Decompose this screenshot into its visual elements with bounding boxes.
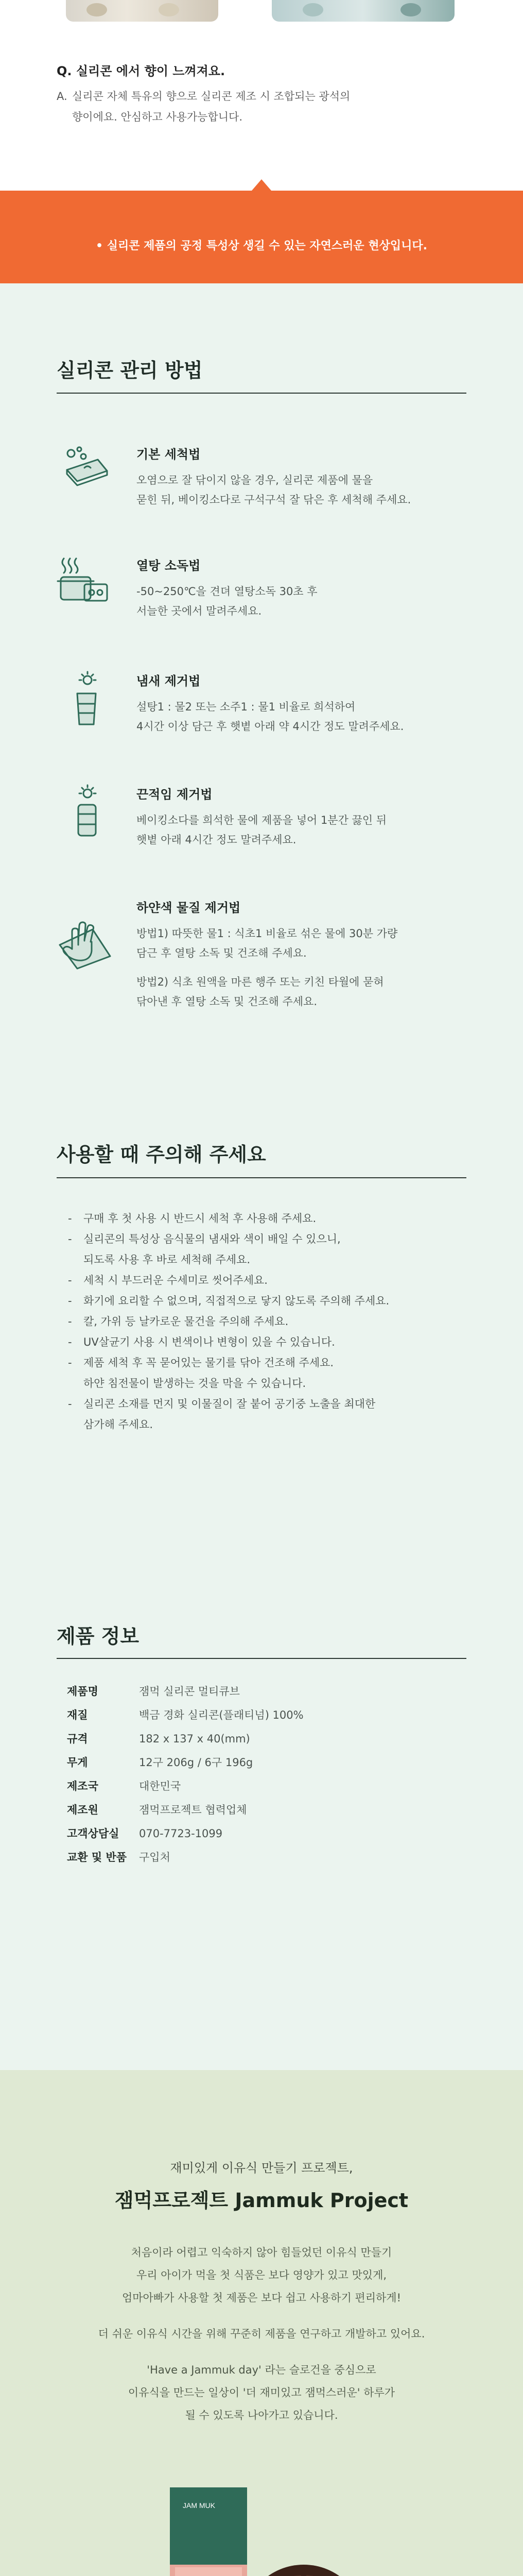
care-line: 묻힌 뒤, 베이킹소다로 구석구석 잘 닦은 후 세척해 주세요. bbox=[136, 494, 411, 506]
info-row: 제품명 잼먹 실리콘 멀티큐브 bbox=[67, 1685, 240, 1698]
section-divider bbox=[57, 1658, 466, 1659]
faq-answer-line: 실리콘 자체 특유의 향으로 실리콘 제조 시 조합되는 광석의 bbox=[72, 90, 351, 103]
brand-title: 잼먹프로젝트 Jammuk Project bbox=[114, 2189, 409, 2212]
banner-pointer bbox=[252, 179, 271, 191]
caution-section-title: 사용할 때 주의해 주세요 bbox=[57, 1143, 266, 1166]
brand-subtitle: 재미있게 이유식 만들기 프로젝트, bbox=[170, 2161, 353, 2175]
product-photo-mint bbox=[272, 0, 455, 22]
care-line: 4시간 이상 담근 후 햇볕 아래 약 4시간 정도 말려주세요. bbox=[136, 720, 404, 733]
section-divider bbox=[57, 1177, 466, 1178]
care-item-text bbox=[136, 810, 476, 850]
brand-description: 처음이라 어렵고 익숙하지 않아 힘들었던 이유식 만들기 우리 아이가 먹을 첫 식품은 보다 영양가 있고 맛있게, 엄마아빠가 사용할 첫 제품은 보다 쉽고 사용하기 편리하게! bbox=[121, 2246, 401, 2304]
faq-answer bbox=[57, 86, 468, 127]
caution-list bbox=[67, 1208, 474, 1435]
care-item-title: 열탕 소독법 bbox=[136, 558, 201, 573]
info-row: 교환 및 반품 구입처 bbox=[67, 1851, 170, 1863]
notice-text: • 실리콘 제품의 공정 특성상 생길 수 있는 자연스러운 현상입니다. bbox=[96, 240, 427, 252]
care-item-text bbox=[136, 470, 476, 510]
care-line: 오염으로 잘 닦이지 않을 경우, 실리콘 제품에 물을 bbox=[136, 474, 373, 486]
bottle-sun-icon bbox=[57, 784, 113, 831]
brand-description-3: 'Have a Jammuk day' 라는 슬로건을 중심으로 이유식을 만드는 일상이 '더 재미있고 잼먹스러운' 하루가 될 수 있도록 나아가고 있습니다. bbox=[128, 2364, 395, 2421]
cup-sun-icon bbox=[57, 671, 113, 717]
notice-banner bbox=[0, 191, 523, 283]
care-line: 서늘한 곳에서 말려주세요. bbox=[136, 605, 262, 617]
faq-block bbox=[57, 61, 468, 127]
caution-item: - 실리콘 소재를 먼지 및 이물질이 잘 붙어 공기중 노출을 최대한 삼가해 주세요. bbox=[67, 1394, 474, 1435]
faq-answer-mark: A. bbox=[57, 90, 67, 103]
section-divider bbox=[57, 393, 466, 394]
product-box bbox=[170, 2487, 247, 2576]
caution-item: - 구매 후 첫 사용 시 반드시 세척 후 사용해 주세요. bbox=[67, 1208, 474, 1229]
top-product-images bbox=[0, 0, 523, 41]
product-photo-beige bbox=[66, 0, 218, 22]
care-line: 햇볕 아래 4시간 정도 말려주세요. bbox=[136, 834, 297, 846]
glove-cloth-icon bbox=[57, 918, 113, 964]
care-line: 베이킹소다를 희석한 물에 제품을 넣어 1분간 끓인 뒤 bbox=[136, 814, 387, 826]
info-row: 규격 182 x 137 x 40(mm) bbox=[67, 1733, 250, 1745]
info-row: 고객상담실 070-7723-1099 bbox=[67, 1827, 223, 1840]
info-row: 제조원 잼먹프로젝트 협력업체 bbox=[67, 1804, 247, 1816]
faq-answer-line: 향이에요. 안심하고 사용가능합니다. bbox=[72, 111, 242, 123]
care-line: 담근 후 열탕 소독 및 건조해 주세요. bbox=[136, 947, 307, 959]
caution-item: - 제품 세척 후 꼭 묻어있는 물기를 닦아 건조해 주세요. 하얀 침전물이 발생하는 것을 막을 수 있습니다. bbox=[67, 1352, 474, 1394]
product-info-table bbox=[67, 1680, 468, 1869]
brand-description-2: 더 쉬운 이유식 시간을 위해 꾸준히 제품을 연구하고 개발하고 있어요. bbox=[98, 2328, 425, 2340]
care-item-title: 냄새 제거법 bbox=[136, 674, 201, 688]
care-line: 설탕1 : 물2 또는 소주1 : 물1 비율로 희석하여 bbox=[136, 701, 356, 713]
caution-item: - 화기에 요리할 수 없으며, 직접적으로 닿지 않도록 주의해 주세요. bbox=[67, 1291, 474, 1311]
divided-plate bbox=[242, 2565, 365, 2576]
info-row: 제조국 대한민국 bbox=[67, 1780, 181, 1792]
care-item-text bbox=[136, 697, 476, 736]
guide-section bbox=[0, 283, 523, 2070]
boiling-pot-icon bbox=[57, 555, 113, 602]
care-line: 닦아낸 후 열탕 소독 및 건조해 주세요. bbox=[136, 995, 318, 1008]
brand-section bbox=[0, 2070, 523, 2576]
care-item-text bbox=[136, 972, 476, 1011]
caution-item: - UV살균기 사용 시 변색이나 변형이 있을 수 있습니다. bbox=[67, 1332, 474, 1352]
box-logo: JAM MUK bbox=[183, 2501, 215, 2510]
care-item-text bbox=[136, 582, 476, 621]
caution-item: - 실리콘의 특성상 음식물의 냄새와 색이 배일 수 있으니, 되도록 사용 후 바로 세척해 주세요. bbox=[67, 1229, 474, 1270]
caution-item: - 칼, 가위 등 날카로운 물건을 주의해 주세요. bbox=[67, 1311, 474, 1332]
care-item-title: 하얀색 물질 제거법 bbox=[136, 901, 241, 915]
care-line: 방법2) 식초 원액을 마른 행주 또는 키친 타월에 묻혀 bbox=[136, 976, 384, 988]
faq-question: Q. 실리콘 에서 향이 느껴져요. bbox=[57, 64, 225, 78]
care-item-title: 기본 세척법 bbox=[136, 447, 201, 462]
basin-wash-icon bbox=[57, 444, 113, 490]
caution-item: - 세척 시 부드러운 수세미로 씻어주세요. bbox=[67, 1270, 474, 1291]
care-item-text bbox=[136, 924, 476, 963]
info-row: 재질 백금 경화 실리콘(플래티넘) 100% bbox=[67, 1709, 304, 1721]
care-line: 방법1) 따뜻한 물1 : 식초1 비율로 섞은 물에 30분 가량 bbox=[136, 927, 398, 940]
care-line: -50~250℃을 견뎌 열탕소독 30초 후 bbox=[136, 585, 318, 598]
info-row: 무게 12구 206g / 6구 196g bbox=[67, 1756, 253, 1769]
care-item-title: 끈적임 제거법 bbox=[136, 787, 213, 802]
product-lineup-illustration bbox=[0, 2472, 523, 2576]
care-section-title: 실리콘 관리 방법 bbox=[57, 359, 203, 382]
product-info-title: 제품 정보 bbox=[57, 1625, 140, 1648]
